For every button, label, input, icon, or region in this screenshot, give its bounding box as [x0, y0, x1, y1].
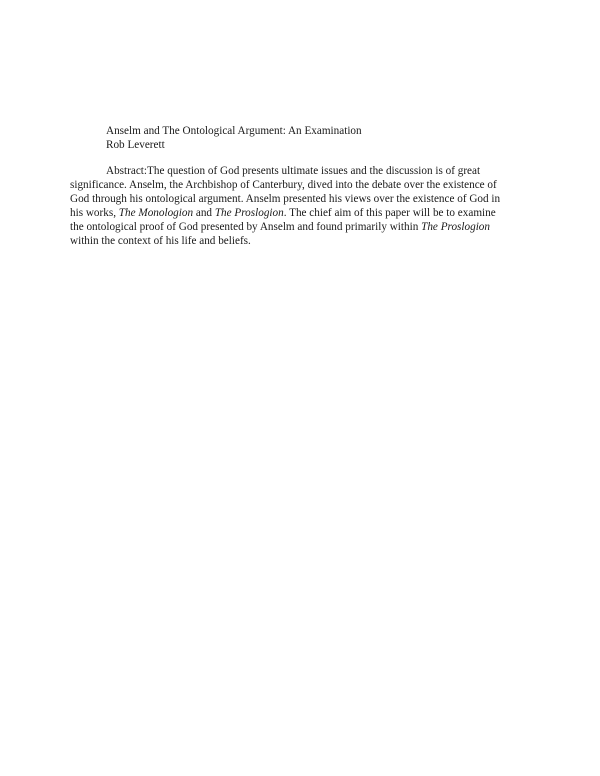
work-title-proslogion: The Proslogion: [214, 207, 284, 219]
abstract-paragraph: [70, 164, 528, 248]
abstract-text-1: The question of God presents ultimate issues and the discussion is of great: [147, 165, 481, 177]
abstract-label: Abstract:: [106, 165, 148, 177]
abstract-line-3: God through his ontological argument. Anselm presented his views over the existence of God in: [70, 193, 501, 205]
work-title-proslogion-2: The Proslogion: [421, 221, 490, 233]
abstract-line-4: [70, 206, 528, 220]
abstract-text-5a: the ontological proof of God presented by Anselm and found primarily within: [70, 221, 422, 233]
paper-author: Rob Leverett: [106, 139, 165, 151]
work-title-monologion: The Monologion: [118, 207, 194, 219]
abstract-line-2: significance. Anselm, the Archbishop of Canterbury, dived into the debate over the existence of: [70, 179, 497, 191]
abstract-text-4b: and: [193, 207, 215, 219]
abstract-line-6: within the context of his life and beliefs.: [70, 235, 251, 247]
abstract-line-5: [70, 220, 528, 234]
abstract-line-1: [70, 164, 528, 178]
abstract-text-4a: his works,: [70, 207, 119, 219]
title-block: [106, 124, 362, 152]
abstract-text-4c: . The chief aim of this paper will be to examine: [283, 207, 496, 219]
paper-title: Anselm and The Ontological Argument: An Examination: [106, 125, 362, 137]
